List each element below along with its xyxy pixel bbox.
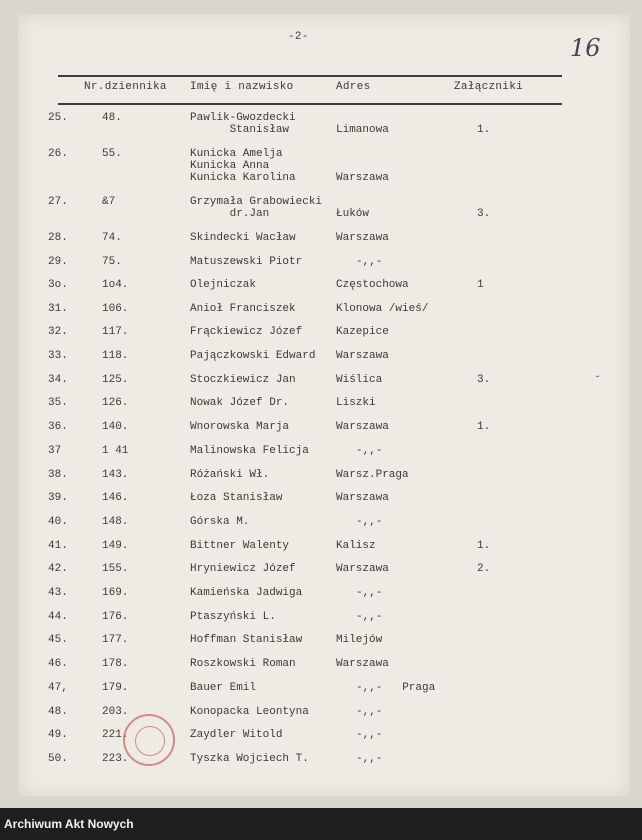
journal-number: 155. bbox=[102, 563, 129, 575]
person-name: Pajączkowski Edward bbox=[190, 350, 316, 362]
person-name: Bauer Emil bbox=[190, 682, 257, 694]
address: -,,- Praga bbox=[356, 682, 436, 694]
person-name: Skindecki Wacław bbox=[190, 232, 296, 244]
address: -,,- bbox=[356, 516, 383, 528]
address: Limanowa bbox=[336, 124, 389, 136]
journal-number: 178. bbox=[102, 658, 129, 670]
journal-number: 176. bbox=[102, 611, 129, 623]
person-name: Anioł Franciszek bbox=[190, 303, 296, 315]
journal-number: 48. bbox=[102, 112, 122, 124]
journal-number: 117. bbox=[102, 326, 129, 338]
attachments: 1. bbox=[477, 124, 491, 136]
person-name: Wnorowska Marja bbox=[190, 421, 290, 433]
address: -,,- bbox=[356, 729, 383, 741]
attachments: 1. bbox=[477, 540, 491, 552]
row-number: 41. bbox=[48, 540, 68, 552]
person-name: Różański Wł. bbox=[190, 469, 270, 481]
journal-number: 146. bbox=[102, 492, 129, 504]
journal-number: 179. bbox=[102, 682, 129, 694]
row-number: 48. bbox=[48, 706, 68, 718]
address: Kazepice bbox=[336, 326, 389, 338]
address: -,,- bbox=[356, 587, 383, 599]
journal-number: 126. bbox=[102, 397, 129, 409]
address: Milejów bbox=[336, 634, 383, 646]
row-number: 44. bbox=[48, 611, 68, 623]
address: Warszawa bbox=[336, 563, 389, 575]
attachments: 3. bbox=[477, 208, 491, 220]
address: Warszawa bbox=[336, 232, 389, 244]
page-number: -2- bbox=[288, 31, 309, 43]
person-name: Hoffman Stanisław bbox=[190, 634, 303, 646]
person-name: Kamieńska Jadwiga bbox=[190, 587, 303, 599]
address: -,,- bbox=[356, 256, 383, 268]
attachments: 3. bbox=[477, 374, 491, 386]
address: -,,- bbox=[356, 753, 383, 765]
address: Częstochowa bbox=[336, 279, 409, 291]
document-page bbox=[18, 14, 630, 796]
row-number: 25. bbox=[48, 112, 68, 124]
row-number: 29. bbox=[48, 256, 68, 268]
row-number: 46. bbox=[48, 658, 68, 670]
header-nr: Nr.dziennika bbox=[84, 81, 167, 93]
row-number: 38. bbox=[48, 469, 68, 481]
row-number: 42. bbox=[48, 563, 68, 575]
journal-number: 74. bbox=[102, 232, 122, 244]
journal-number: 223. bbox=[102, 753, 129, 765]
journal-number: 177. bbox=[102, 634, 129, 646]
address: Liszki bbox=[336, 397, 376, 409]
address: -,,- bbox=[356, 611, 383, 623]
journal-number: 106. bbox=[102, 303, 129, 315]
person-name: Łoza Stanisław bbox=[190, 492, 283, 504]
margin-mark: ˘ bbox=[594, 374, 602, 388]
row-number: 27. bbox=[48, 196, 68, 208]
row-number: 43. bbox=[48, 587, 68, 599]
person-name: Frąckiewicz Józef bbox=[190, 326, 303, 338]
row-number: 33. bbox=[48, 350, 68, 362]
address: Warszawa bbox=[336, 421, 389, 433]
row-number: 31. bbox=[48, 303, 68, 315]
header-name: Imię i nazwisko bbox=[190, 81, 294, 93]
footer-bar bbox=[0, 808, 642, 840]
journal-number: 143. bbox=[102, 469, 129, 481]
journal-number: 1 41 bbox=[102, 445, 129, 457]
journal-number: 140. bbox=[102, 421, 129, 433]
attachments: 1 bbox=[477, 279, 484, 291]
person-name: Górska M. bbox=[190, 516, 250, 528]
footer-archive-name: Archiwum Akt Nowych bbox=[4, 817, 134, 831]
row-number: 3o. bbox=[48, 279, 68, 291]
row-number: 34. bbox=[48, 374, 68, 386]
row-number: 45. bbox=[48, 634, 68, 646]
attachments: 1. bbox=[477, 421, 491, 433]
person-name: Bittner Walenty bbox=[190, 540, 290, 552]
journal-number: 203. bbox=[102, 706, 129, 718]
header-address: Adres bbox=[336, 81, 371, 93]
journal-number: 148. bbox=[102, 516, 129, 528]
journal-number: 149. bbox=[102, 540, 129, 552]
journal-number: 118. bbox=[102, 350, 129, 362]
attachments: 2. bbox=[477, 563, 491, 575]
journal-number: 169. bbox=[102, 587, 129, 599]
header-attachments: Załączniki bbox=[454, 81, 524, 93]
person-name: Grzymała Grabowiecki dr.Jan bbox=[190, 196, 323, 220]
row-number: 40. bbox=[48, 516, 68, 528]
address: Łuków bbox=[336, 208, 370, 220]
person-name: Malinowska Felicja bbox=[190, 445, 309, 457]
address: Warszawa bbox=[336, 172, 389, 184]
journal-number: 1o4. bbox=[102, 279, 129, 291]
journal-number: &7 bbox=[102, 196, 116, 208]
address: -,,- bbox=[356, 445, 383, 457]
person-name: Hryniewicz Józef bbox=[190, 563, 296, 575]
person-name: Tyszka Wojciech T. bbox=[190, 753, 309, 765]
person-name: Nowak Józef Dr. bbox=[190, 397, 290, 409]
row-number: 26. bbox=[48, 148, 68, 160]
person-name: Stoczkiewicz Jan bbox=[190, 374, 296, 386]
person-name: Zaydler Witold bbox=[190, 729, 283, 741]
person-name: Matuszewski Piotr bbox=[190, 256, 303, 268]
row-number: 28. bbox=[48, 232, 68, 244]
header-rule-bottom bbox=[58, 103, 562, 105]
handwritten-folio-number: 16 bbox=[570, 34, 601, 62]
person-name: Kunicka Amelja Kunicka Anna Kunicka Karolina bbox=[190, 148, 296, 184]
person-name: Pawlik-Gwozdecki Stanisław bbox=[190, 112, 296, 136]
address: Kalisz bbox=[336, 540, 376, 552]
person-name: Roszkowski Roman bbox=[190, 658, 296, 670]
row-number: 39. bbox=[48, 492, 68, 504]
journal-number: 125. bbox=[102, 374, 129, 386]
person-name: Konopacka Leontyna bbox=[190, 706, 309, 718]
journal-number: 75. bbox=[102, 256, 122, 268]
address: Klonowa /wieś/ bbox=[336, 303, 429, 315]
address: Warszawa bbox=[336, 350, 389, 362]
row-number: 49. bbox=[48, 729, 68, 741]
row-number: 36. bbox=[48, 421, 68, 433]
address: -,,- bbox=[356, 706, 383, 718]
address: Warsz.Praga bbox=[336, 469, 409, 481]
row-number: 32. bbox=[48, 326, 68, 338]
row-number: 37 bbox=[48, 445, 62, 457]
archive-stamp bbox=[123, 714, 175, 766]
person-name: Ptaszyński L. bbox=[190, 611, 276, 623]
row-number: 50. bbox=[48, 753, 68, 765]
row-number: 47, bbox=[48, 682, 68, 694]
journal-number: 221. bbox=[102, 729, 129, 741]
address: Warszawa bbox=[336, 658, 389, 670]
row-number: 35. bbox=[48, 397, 68, 409]
address: Wiślica bbox=[336, 374, 383, 386]
header-rule-top bbox=[58, 75, 562, 77]
journal-number: 55. bbox=[102, 148, 122, 160]
person-name: Olejniczak bbox=[190, 279, 257, 291]
address: Warszawa bbox=[336, 492, 389, 504]
